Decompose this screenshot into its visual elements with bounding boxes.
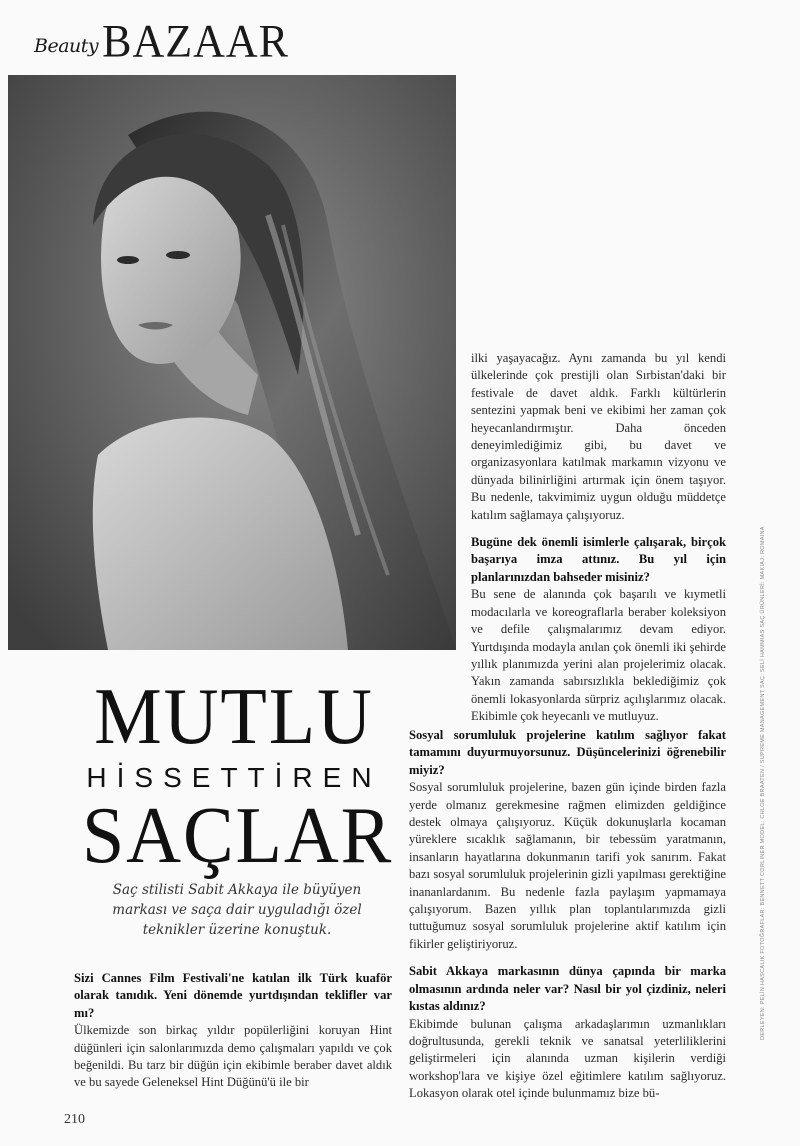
headline-line-2: HİSSETTİREN [86, 762, 382, 793]
headline-line-3: SAÇLAR [82, 792, 394, 880]
interview-answer: Sosyal sorumluluk projelerine, bazen gün içinde birden fazla yerde olmanız gerekmesine rağmen elimizden geldiğince destek olmaya çalışıyoruz. Küçük dokunuşlarla kocaman yüreklere sıcaklık sağlamanın, bir tebessüm yaratmanın, insanların hayatlarına dokunmanın tarifi yok sanırım. Fakat bazı sosyal sorumluluk projelerinin gizli yapılması gerektiğine inananlardanım. Bu nedenle fazla paylaşım yapmamaya çalışıyorum. Bazen yıllık plan toplantılarımızda gizli tuttuğumuz sosyal sorumluluk projelerine aktif katılım için fikirler geliştiriyoruz. [409, 780, 726, 951]
article-column-right-top [471, 350, 726, 726]
interview-answer: Ülkemizde son birkaç yıldır popülerliğini koruyan Hint düğünleri için salonlarımızda demo çalışmaları yapıldı ve çok beğenildi. Bu tarz bir düğün için ekibimle beraber davet aldık ve bu sayede Geleneksel Hint Düğünü'ü ile bir [74, 1023, 392, 1090]
headline-line-1: MUTLU [94, 673, 374, 761]
body-paragraph: ilki yaşayacağız. Aynı zamanda bu yıl kendi ülkelerinde çok prestijli olan Sırbistan'daki bir festivale de davet aldık. Farklı kültürlerin sentezini yapmak beni ve ekibimi her zaman çok heyecanlandırmıştır. Daha önceden deneyimlediğimiz gibi, bu davet ve organizasyonlara katılmak markamın vizyonu ve dünyada bilinirliğini artırmak için önem taşıyor. Bu nedenle, takvimimiz uygun olduğu müddetçe katılım sağlamaya çalışıyoruz. [471, 351, 726, 522]
masthead-bazaar: BAZAAR [102, 15, 290, 68]
article-headline [74, 673, 394, 880]
masthead-beauty: Beauty [34, 35, 99, 57]
model-portrait-photo [8, 75, 456, 650]
interview-question: Sizi Cannes Film Festivali'ne katılan ilk Türk kuaför olarak tanıdık. Yeni dönemde yurtdışından teklifler var mı? [74, 971, 392, 1020]
masthead [34, 14, 290, 68]
page-number: 210 [64, 1112, 85, 1127]
photo-credits: DERLEYEN: PELİN HASCALIK FOTOĞRAFLAR: BENNETT CORLINER MODEL: CHLOE BRAATEN / SUPREME MANAGEMENT SAÇ: SELİ HAMMIAS SAÇ ÜRÜNLERİ: MAKIAJ: ROMAINA [760, 526, 766, 1040]
interview-question: Sabit Akkaya markasının dünya çapında bir marka olmasının ardında neler var? Nasıl bir yol çizdiniz, neleri kıstas aldınız? [409, 964, 726, 1014]
interview-answer: Bu sene de alanında çok başarılı ve kıymetli modacılarla ve koreograflarla beraber koleksiyon ve defile çalışmalarımız devam ediyor. Yurtdışında modayla anılan çok önemli iki şehirde yıllık planımızda yerini alan projelerimiz olacak. Yakın zamanda sabırsızlıkla beklediğimiz çok önemli lokasyonlarda sürpriz açılışlarımız olacak. Ekibimle çok heyecanlı ve mutluyuz. [471, 587, 726, 724]
interview-question: Bugüne dek önemli isimlerle çalışarak, birçok başarıya imza attınız. Bu yıl için planlarınızdan bahseder misiniz? [471, 535, 726, 584]
article-column-left [74, 970, 392, 1092]
article-column-right-bottom [409, 727, 726, 1103]
interview-question: Sosyal sorumluluk projelerine katılım sağlıyor fakat tamamını duyurmuyorsunuz. Düşüncelerinizi öğrenebilir miyiz? [409, 728, 726, 777]
interview-answer: Ekibimde bulunan çalışma arkadaşlarımın uzmanlıkları doğrultusunda, gerekli teknik ve sanatsal yeterliliklerini geliştirmeleri için alanında uzman kişilerin verdiği workshop'lara ve kişiye özel eğitimlere katılım sağlıyoruz. Lokasyon olarak otel içinde bulunmamız bize bü- [409, 1016, 726, 1101]
article-standfirst: Saç stilisti Sabit Akkaya ile büyüyen markası ve saça dair uyguladığı özel teknikler üzerine konuştuk. [112, 882, 362, 938]
